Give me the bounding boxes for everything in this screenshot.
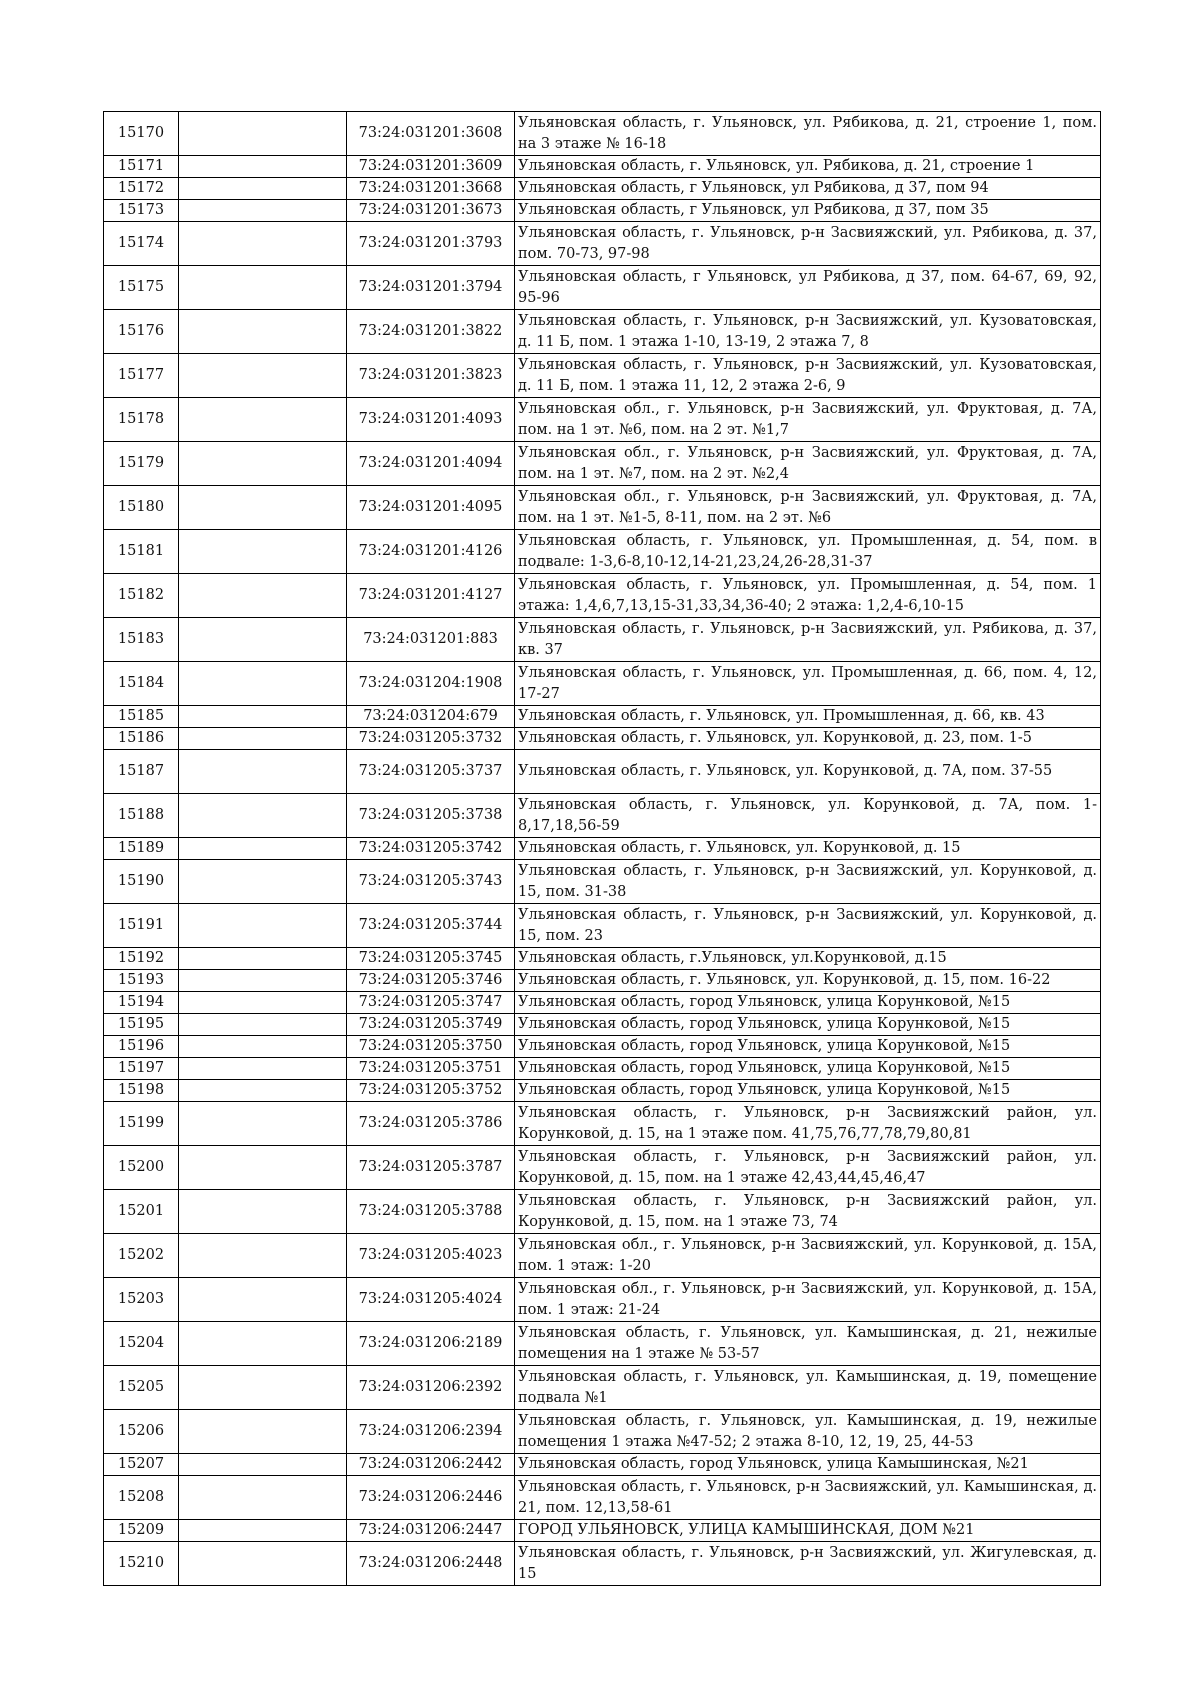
row-number-cell: 15195 [104,1014,179,1036]
address-cell: Ульяновская область, г Ульяновск, ул Рябикова, д 37, пом. 64-67, 69, 92, 95-96 [515,266,1101,310]
cadastral-number-cell: 73:24:031205:3738 [347,794,515,838]
table-row [104,1454,1101,1476]
row-number-cell: 15181 [104,530,179,574]
address-cell: Ульяновская область, г.Ульяновск, ул.Корунковой, д.15 [515,948,1101,970]
table-row [104,574,1101,618]
empty-cell [179,1542,347,1586]
empty-cell [179,1234,347,1278]
table-row [104,1520,1101,1542]
empty-cell [179,1454,347,1476]
table-row [104,442,1101,486]
empty-cell [179,1102,347,1146]
address-cell: Ульяновская область, г. Ульяновск, р-н Засвияжский, ул. Камышинская, д. 21, пом. 12,13,58-61 [515,1476,1101,1520]
row-number-cell: 15192 [104,948,179,970]
empty-cell [179,970,347,992]
table-row [104,1058,1101,1080]
row-number-cell: 15203 [104,1278,179,1322]
cadastral-number-cell: 73:24:031205:3746 [347,970,515,992]
table-row [104,794,1101,838]
row-number-cell: 15206 [104,1410,179,1454]
row-number-cell: 15188 [104,794,179,838]
address-cell: Ульяновская область, г. Ульяновск, ул. Корунковой, д. 15 [515,838,1101,860]
cadastral-number-cell: 73:24:031201:3823 [347,354,515,398]
address-cell: Ульяновская область, г. Ульяновск, р-н Засвияжский, ул. Рябикова, д. 37, кв. 37 [515,618,1101,662]
row-number-cell: 15170 [104,112,179,156]
registry-body [104,112,1101,1586]
address-cell: Ульяновская область, г. Ульяновск, р-н Засвияжский, ул. Жигулевская, д. 15 [515,1542,1101,1586]
row-number-cell: 15189 [104,838,179,860]
table-row [104,970,1101,992]
address-cell: Ульяновская обл., г. Ульяновск, р-н Засвияжский, ул. Фруктовая, д. 7А, пом. на 1 эт. №6, пом. на 2 эт. №1,7 [515,398,1101,442]
address-cell: Ульяновская область, г. Ульяновск, ул. Камышинская, д. 19, помещение подвала №1 [515,1366,1101,1410]
table-row [104,618,1101,662]
address-cell: Ульяновская область, г. Ульяновск, р-н Засвияжский район, ул. Корунковой, д. 15, пом. на 1 этаже 73, 74 [515,1190,1101,1234]
row-number-cell: 15200 [104,1146,179,1190]
row-number-cell: 15194 [104,992,179,1014]
empty-cell [179,1014,347,1036]
cadastral-number-cell: 73:24:031201:3673 [347,200,515,222]
row-number-cell: 15205 [104,1366,179,1410]
empty-cell [179,266,347,310]
table-row [104,662,1101,706]
table-row [104,1036,1101,1058]
cadastral-number-cell: 73:24:031201:4093 [347,398,515,442]
row-number-cell: 15197 [104,1058,179,1080]
address-cell: Ульяновская область, г. Ульяновск, р-н Засвияжский район, ул. Корунковой, д. 15, на 1 этаже пом. 41,75,76,77,78,79,80,81 [515,1102,1101,1146]
cadastral-number-cell: 73:24:031201:3793 [347,222,515,266]
address-cell: Ульяновская область, город Ульяновск, улица Корунковой, №15 [515,1014,1101,1036]
table-row [104,222,1101,266]
cadastral-number-cell: 73:24:031205:3743 [347,860,515,904]
cadastral-number-cell: 73:24:031206:2442 [347,1454,515,1476]
cadastral-number-cell: 73:24:031201:3822 [347,310,515,354]
empty-cell [179,1146,347,1190]
address-cell: Ульяновская обл., г. Ульяновск, р-н Засвияжский, ул. Фруктовая, д. 7А, пом. на 1 эт. №1-5, 8-11, пом. на 2 эт. №6 [515,486,1101,530]
table-row [104,992,1101,1014]
address-cell: Ульяновская область, г. Ульяновск, р-н Засвияжский, ул. Рябикова, д. 37, пом. 70-73, 97-98 [515,222,1101,266]
empty-cell [179,1190,347,1234]
empty-cell [179,354,347,398]
empty-cell [179,948,347,970]
empty-cell [179,618,347,662]
address-cell: Ульяновская область, город Ульяновск, улица Корунковой, №15 [515,1080,1101,1102]
address-cell: Ульяновская область, г. Ульяновск, р-н Засвияжский, ул. Кузоватовская, д. 11 Б, пом. 1 этажа 11, 12, 2 этажа 2-6, 9 [515,354,1101,398]
cadastral-number-cell: 73:24:031205:3745 [347,948,515,970]
address-cell: Ульяновская область, г. Ульяновск, ул. Камышинская, д. 19, нежилые помещения 1 этажа №47-52; 2 этажа 8-10, 12, 19, 25, 44-53 [515,1410,1101,1454]
table-row [104,200,1101,222]
address-cell: Ульяновская область, г Ульяновск, ул Рябикова, д 37, пом 94 [515,178,1101,200]
cadastral-number-cell: 73:24:031205:3742 [347,838,515,860]
table-row [104,860,1101,904]
empty-cell [179,178,347,200]
table-row [104,486,1101,530]
address-cell: Ульяновская область, г. Ульяновск, р-н Засвияжский, ул. Корунковой, д. 15, пом. 23 [515,904,1101,948]
table-row [104,728,1101,750]
row-number-cell: 15184 [104,662,179,706]
empty-cell [179,200,347,222]
cadastral-number-cell: 73:24:031205:4024 [347,1278,515,1322]
address-cell: Ульяновская область, г. Ульяновск, ул. Корунковой, д. 23, пом. 1-5 [515,728,1101,750]
cadastral-number-cell: 73:24:031206:2447 [347,1520,515,1542]
row-number-cell: 15202 [104,1234,179,1278]
cadastral-number-cell: 73:24:031206:2394 [347,1410,515,1454]
row-number-cell: 15196 [104,1036,179,1058]
cadastral-number-cell: 73:24:031205:3744 [347,904,515,948]
address-cell: Ульяновская обл., г. Ульяновск, р-н Засвияжский, ул. Фруктовая, д. 7А, пом. на 1 эт. №7, пом. на 2 эт. №2,4 [515,442,1101,486]
empty-cell [179,398,347,442]
empty-cell [179,838,347,860]
address-cell: Ульяновская область, г. Ульяновск, ул. Камышинская, д. 21, нежилые помещения на 1 этаже № 53-57 [515,1322,1101,1366]
row-number-cell: 15191 [104,904,179,948]
table-row [104,838,1101,860]
cadastral-number-cell: 73:24:031205:3751 [347,1058,515,1080]
row-number-cell: 15201 [104,1190,179,1234]
table-row [104,1190,1101,1234]
empty-cell [179,1476,347,1520]
table-row [104,1014,1101,1036]
empty-cell [179,156,347,178]
table-row [104,266,1101,310]
table-row [104,904,1101,948]
empty-cell [179,1036,347,1058]
address-cell: Ульяновская область, город Ульяновск, улица Корунковой, №15 [515,1058,1101,1080]
row-number-cell: 15182 [104,574,179,618]
empty-cell [179,728,347,750]
table-row [104,156,1101,178]
empty-cell [179,992,347,1014]
cadastral-number-cell: 73:24:031205:3787 [347,1146,515,1190]
row-number-cell: 15199 [104,1102,179,1146]
cadastral-number-cell: 73:24:031204:679 [347,706,515,728]
row-number-cell: 15173 [104,200,179,222]
row-number-cell: 15210 [104,1542,179,1586]
cadastral-number-cell: 73:24:031201:3609 [347,156,515,178]
cadastral-number-cell: 73:24:031205:3732 [347,728,515,750]
row-number-cell: 15178 [104,398,179,442]
row-number-cell: 15193 [104,970,179,992]
address-cell: Ульяновская область, город Ульяновск, улица Камышинская, №21 [515,1454,1101,1476]
row-number-cell: 15187 [104,750,179,794]
table-row [104,310,1101,354]
table-row [104,112,1101,156]
table-row [104,354,1101,398]
address-cell: Ульяновская область, г. Ульяновск, ул. Промышленная, д. 66, пом. 4, 12, 17-27 [515,662,1101,706]
table-row [104,1410,1101,1454]
table-row [104,178,1101,200]
row-number-cell: 15207 [104,1454,179,1476]
empty-cell [179,442,347,486]
registry-table [103,111,1101,1586]
address-cell: ГОРОД УЛЬЯНОВСК, УЛИЦА КАМЫШИНСКАЯ, ДОМ №21 [515,1520,1101,1542]
address-cell: Ульяновская область, г. Ульяновск, р-н Засвияжский, ул. Корунковой, д. 15, пом. 31-38 [515,860,1101,904]
cadastral-number-cell: 73:24:031201:4095 [347,486,515,530]
cadastral-number-cell: 73:24:031205:3737 [347,750,515,794]
row-number-cell: 15186 [104,728,179,750]
empty-cell [179,1278,347,1322]
row-number-cell: 15176 [104,310,179,354]
cadastral-number-cell: 73:24:031205:3747 [347,992,515,1014]
cadastral-number-cell: 73:24:031201:3608 [347,112,515,156]
row-number-cell: 15209 [104,1520,179,1542]
address-cell: Ульяновская область, г. Ульяновск, ул. Корунковой, д. 15, пом. 16-22 [515,970,1101,992]
table-row [104,1146,1101,1190]
cadastral-number-cell: 73:24:031201:3668 [347,178,515,200]
table-row [104,1278,1101,1322]
table-row [104,530,1101,574]
empty-cell [179,1520,347,1542]
table-row [104,1542,1101,1586]
cadastral-number-cell: 73:24:031201:883 [347,618,515,662]
address-cell: Ульяновская область, г Ульяновск, ул Рябикова, д 37, пом 35 [515,200,1101,222]
table-row [104,1080,1101,1102]
empty-cell [179,222,347,266]
table-row [104,1234,1101,1278]
empty-cell [179,112,347,156]
empty-cell [179,904,347,948]
empty-cell [179,486,347,530]
empty-cell [179,860,347,904]
row-number-cell: 15177 [104,354,179,398]
empty-cell [179,530,347,574]
row-number-cell: 15208 [104,1476,179,1520]
address-cell: Ульяновская область, г. Ульяновск, р-н Засвияжский, ул. Кузоватовская, д. 11 Б, пом. 1 этажа 1-10, 13-19, 2 этажа 7, 8 [515,310,1101,354]
empty-cell [179,1410,347,1454]
address-cell: Ульяновская область, г. Ульяновск, ул. Промышленная, д. 54, пом. в подвале: 1-3,6-8,10-12,14-21,23,24,26-28,31-37 [515,530,1101,574]
empty-cell [179,310,347,354]
cadastral-number-cell: 73:24:031201:4126 [347,530,515,574]
row-number-cell: 15198 [104,1080,179,1102]
address-cell: Ульяновская обл., г. Ульяновск, р-н Засвияжский, ул. Корунковой, д. 15А, пом. 1 этаж: 1-20 [515,1234,1101,1278]
address-cell: Ульяновская область, город Ульяновск, улица Корунковой, №15 [515,1036,1101,1058]
cadastral-number-cell: 73:24:031205:3752 [347,1080,515,1102]
table-row [104,398,1101,442]
table-row [104,1476,1101,1520]
empty-cell [179,706,347,728]
empty-cell [179,794,347,838]
table-row [104,948,1101,970]
cadastral-number-cell: 73:24:031205:3750 [347,1036,515,1058]
empty-cell [179,750,347,794]
cadastral-number-cell: 73:24:031206:2189 [347,1322,515,1366]
cadastral-number-cell: 73:24:031205:3786 [347,1102,515,1146]
table-row [104,1322,1101,1366]
table-row [104,1102,1101,1146]
address-cell: Ульяновская область, город Ульяновск, улица Корунковой, №15 [515,992,1101,1014]
cadastral-number-cell: 73:24:031206:2392 [347,1366,515,1410]
row-number-cell: 15204 [104,1322,179,1366]
address-cell: Ульяновская область, г. Ульяновск, ул. Промышленная, д. 66, кв. 43 [515,706,1101,728]
cadastral-number-cell: 73:24:031205:3788 [347,1190,515,1234]
address-cell: Ульяновская область, г. Ульяновск, р-н Засвияжский район, ул. Корунковой, д. 15, пом. на 1 этаже 42,43,44,45,46,47 [515,1146,1101,1190]
cadastral-number-cell: 73:24:031201:4094 [347,442,515,486]
empty-cell [179,1058,347,1080]
empty-cell [179,1366,347,1410]
row-number-cell: 15190 [104,860,179,904]
row-number-cell: 15171 [104,156,179,178]
empty-cell [179,1322,347,1366]
address-cell: Ульяновская область, г. Ульяновск, ул. Корунковой, д. 7А, пом. 37-55 [515,750,1101,794]
row-number-cell: 15172 [104,178,179,200]
cadastral-number-cell: 73:24:031205:4023 [347,1234,515,1278]
table-row [104,1366,1101,1410]
address-cell: Ульяновская область, г. Ульяновск, ул. Рябикова, д. 21, строение 1, пом. на 3 этаже № 16-18 [515,112,1101,156]
address-cell: Ульяновская область, г. Ульяновск, ул. Промышленная, д. 54, пом. 1 этажа: 1,4,6,7,13,15-31,33,34,36-40; 2 этажа: 1,2,4-6,10-15 [515,574,1101,618]
cadastral-number-cell: 73:24:031206:2446 [347,1476,515,1520]
row-number-cell: 15180 [104,486,179,530]
row-number-cell: 15175 [104,266,179,310]
cadastral-number-cell: 73:24:031205:3749 [347,1014,515,1036]
table-row [104,750,1101,794]
cadastral-number-cell: 73:24:031204:1908 [347,662,515,706]
row-number-cell: 15174 [104,222,179,266]
row-number-cell: 15179 [104,442,179,486]
table-row [104,706,1101,728]
row-number-cell: 15185 [104,706,179,728]
empty-cell [179,662,347,706]
cadastral-number-cell: 73:24:031206:2448 [347,1542,515,1586]
address-cell: Ульяновская обл., г. Ульяновск, р-н Засвияжский, ул. Корунковой, д. 15А, пом. 1 этаж: 21-24 [515,1278,1101,1322]
row-number-cell: 15183 [104,618,179,662]
empty-cell [179,574,347,618]
address-cell: Ульяновская область, г. Ульяновск, ул. Корунковой, д. 7А, пом. 1-8,17,18,56-59 [515,794,1101,838]
cadastral-number-cell: 73:24:031201:4127 [347,574,515,618]
empty-cell [179,1080,347,1102]
cadastral-number-cell: 73:24:031201:3794 [347,266,515,310]
address-cell: Ульяновская область, г. Ульяновск, ул. Рябикова, д. 21, строение 1 [515,156,1101,178]
